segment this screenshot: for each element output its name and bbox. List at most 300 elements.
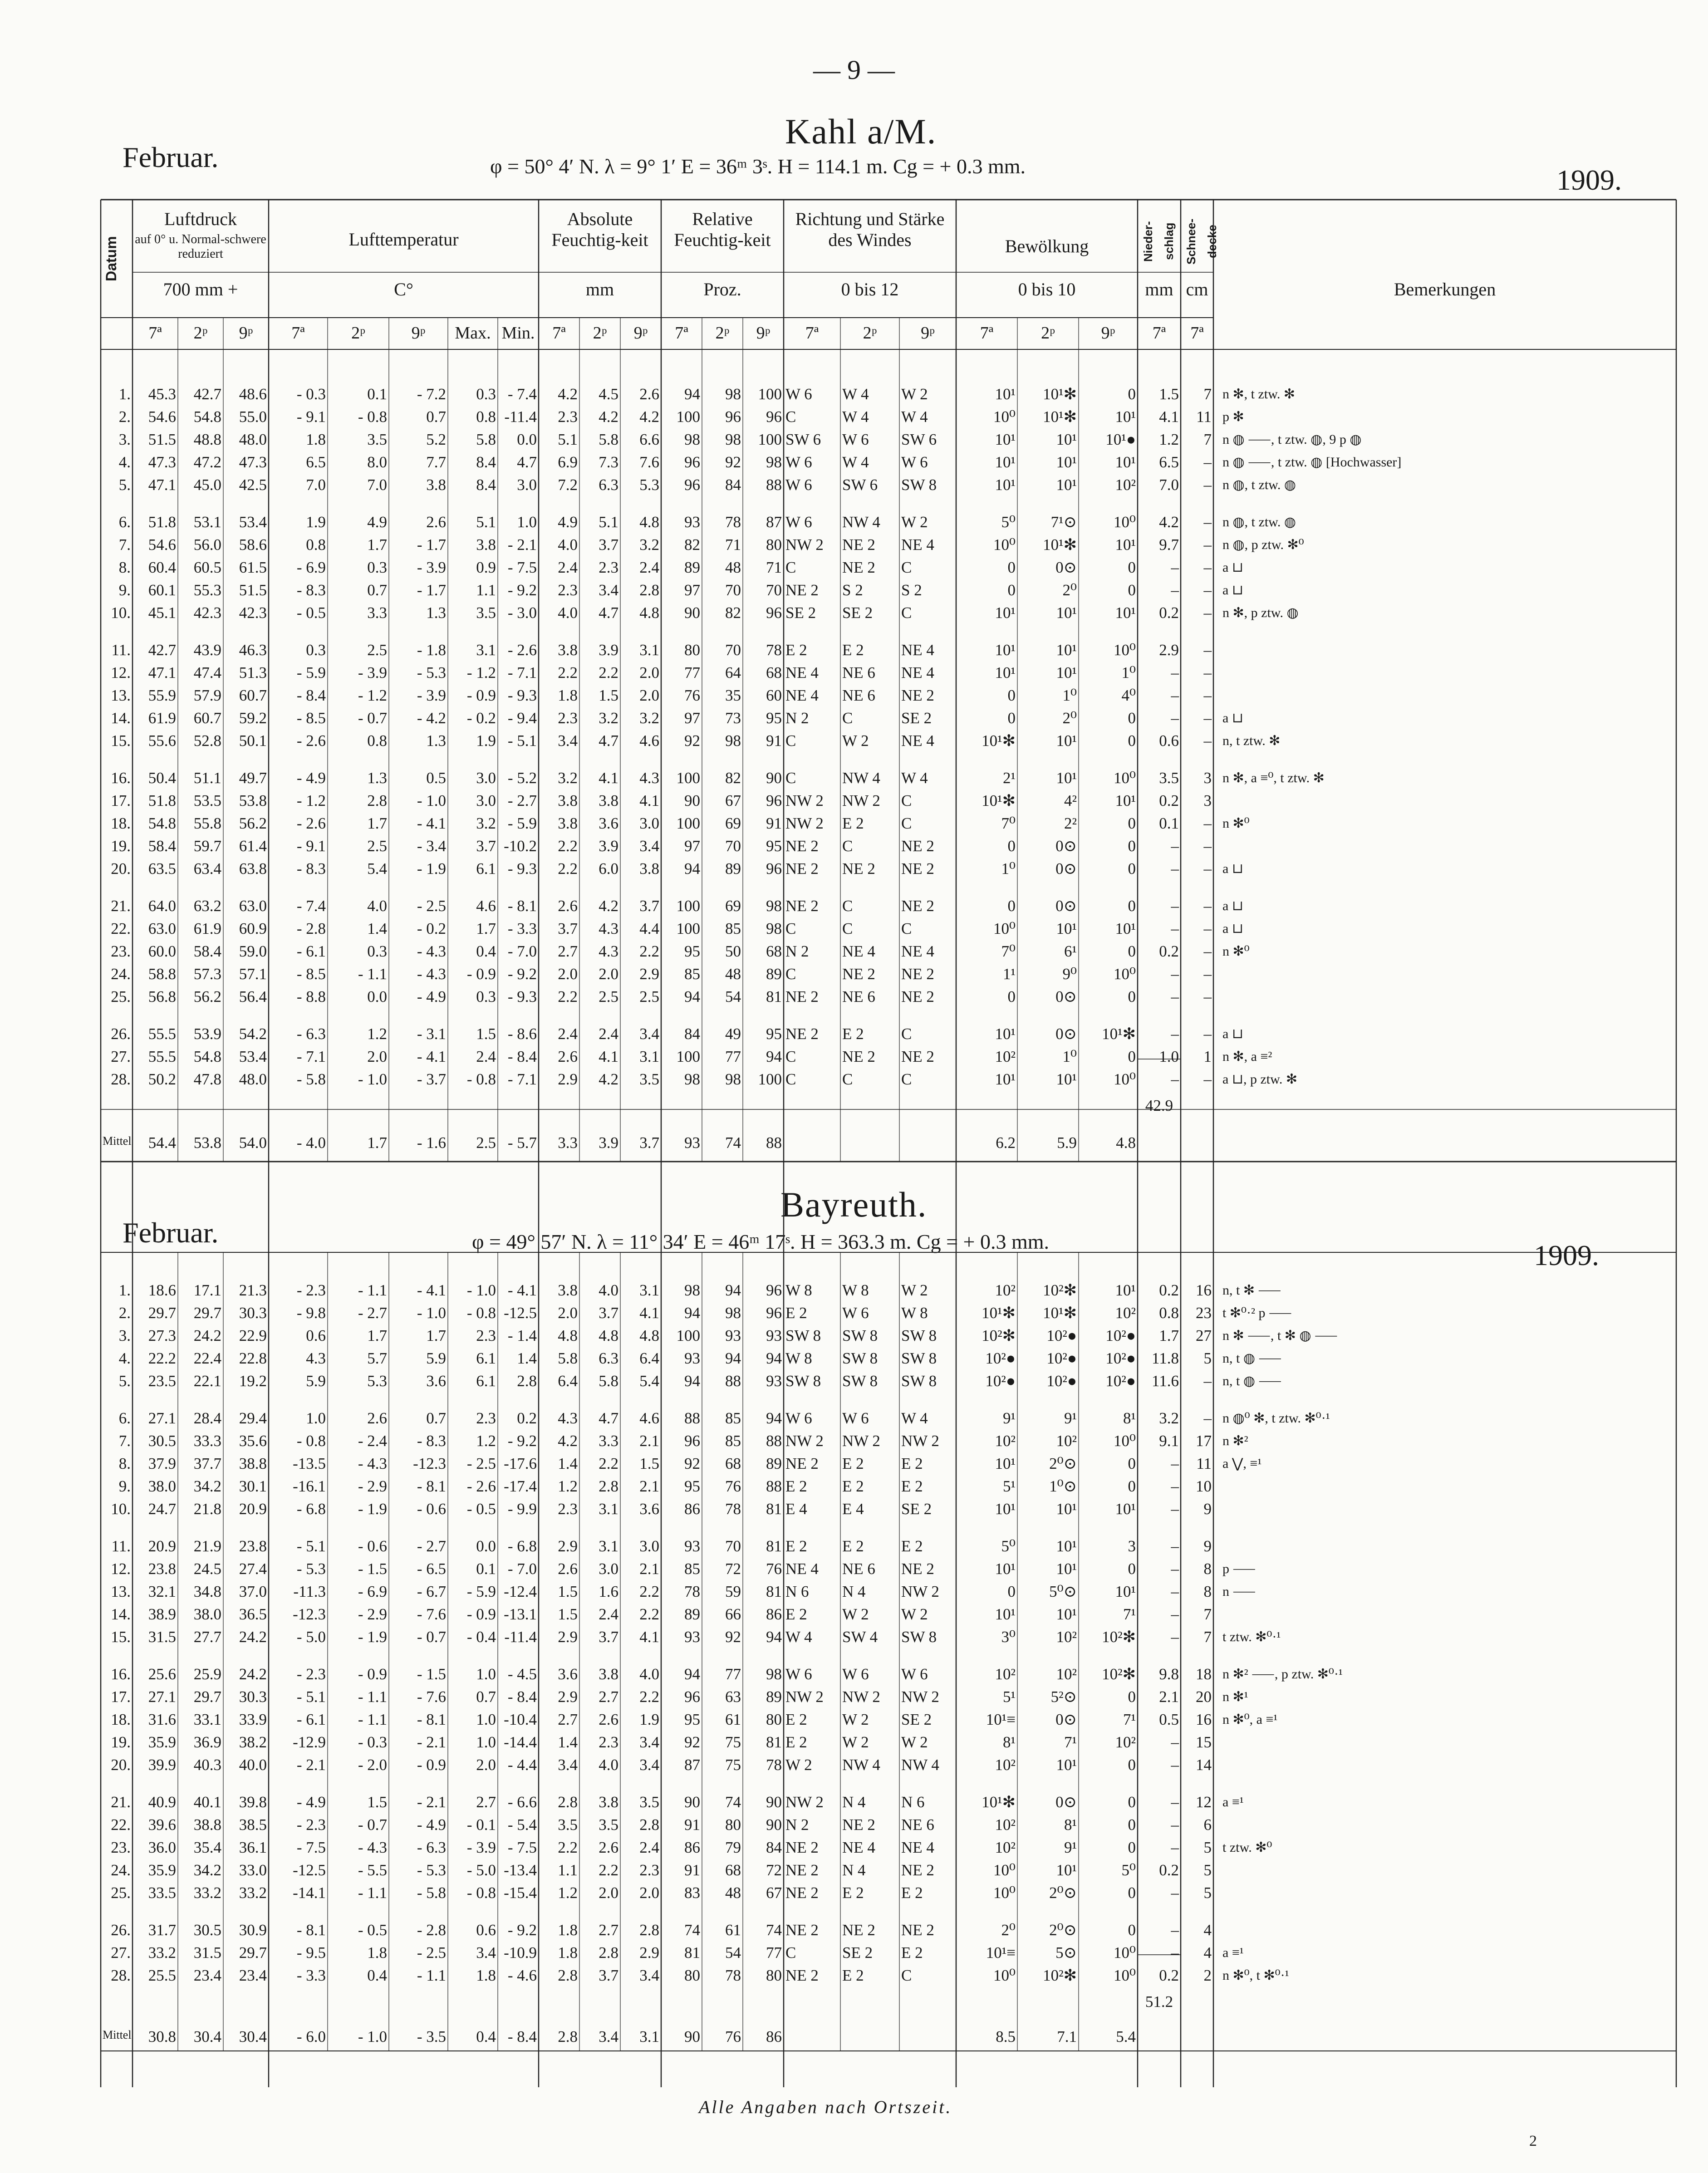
table-cell: 1⁰ <box>1001 860 1016 878</box>
table-cell: 77 <box>684 664 700 682</box>
header-luftdruck-unit: 700 mm + <box>163 279 238 299</box>
row-remark: a ⊔ <box>1222 711 1243 726</box>
table-cell: - 7.5 <box>507 1839 537 1856</box>
table-cell: 7 <box>1203 1628 1212 1646</box>
table-cell: 10¹ <box>995 1605 1016 1623</box>
table-cell: 10¹✻ <box>1043 536 1077 554</box>
table-cell: - 2.9 <box>358 1605 387 1623</box>
table-cell: 1.4 <box>558 1733 578 1751</box>
table-cell: 28.4 <box>193 1409 221 1427</box>
table-cell: 2.2 <box>558 860 578 878</box>
table-cell: 4.7 <box>517 453 537 471</box>
row-date: 21. <box>111 897 131 915</box>
table-cell: 2.2 <box>639 1688 659 1706</box>
mean-cell: 30.8 <box>148 2028 176 2045</box>
table-cell: 3.8 <box>599 1793 618 1811</box>
table-cell: NW 2 <box>785 536 824 554</box>
table-cell: 94 <box>684 988 700 1006</box>
year-label-kahl: 1909. <box>1556 164 1622 196</box>
table-cell: 2.0 <box>558 1304 578 1322</box>
table-cell: W 2 <box>901 513 928 531</box>
table-cell: - 6.7 <box>417 1583 446 1600</box>
table-cell: 0⊙ <box>1055 860 1077 878</box>
table-cell: NE 2 <box>901 965 934 983</box>
table-cell: 21.8 <box>193 1500 221 1518</box>
table-cell: - 7.2 <box>417 385 446 403</box>
table-cell: - 0.9 <box>358 1665 387 1683</box>
mean-cell: 7.1 <box>1057 2028 1077 2045</box>
table-cell: 5.3 <box>367 1372 387 1390</box>
row-remark: a ⋁, ≡¹ <box>1222 1456 1262 1471</box>
table-cell: 10¹ <box>995 1500 1016 1518</box>
table-cell: NW 2 <box>842 1432 880 1450</box>
table-cell: W 6 <box>785 1665 812 1683</box>
table-cell: 3.8 <box>558 792 578 809</box>
table-cell: SW 8 <box>901 1349 937 1367</box>
table-cell: 2.7 <box>558 1711 578 1728</box>
table-cell: – <box>1171 1921 1179 1939</box>
table-cell: - 0.4 <box>466 1628 496 1646</box>
table-cell: 10¹ <box>1056 476 1077 494</box>
table-cell: 55.5 <box>148 1048 176 1065</box>
table-cell: 2⁰⊙ <box>1049 1455 1077 1472</box>
table-cell: N 2 <box>785 942 809 960</box>
table-cell: 0 <box>1128 709 1136 727</box>
table-cell: 98 <box>766 920 782 937</box>
table-cell: 37.7 <box>193 1455 221 1472</box>
table-cell: - 5.8 <box>417 1884 446 1902</box>
row-date: 16. <box>111 1665 131 1683</box>
table-cell: 27.3 <box>148 1327 176 1344</box>
table-cell: 7.0 <box>1159 476 1179 494</box>
table-cell: 10²● <box>1046 1372 1077 1390</box>
table-cell: 100 <box>676 769 700 787</box>
table-cell: 3⁰ <box>1001 1628 1016 1646</box>
table-cell: NE 2 <box>842 1921 875 1939</box>
table-cell: 53.1 <box>193 513 221 531</box>
table-cell: 2.6 <box>558 1560 578 1578</box>
table-cell: 3.9 <box>599 837 618 855</box>
table-cell: W 2 <box>842 732 869 750</box>
table-cell: 10 <box>1196 1477 1212 1495</box>
table-cell: C <box>785 1048 796 1065</box>
row-remark: t ztw. ✻⁰·¹ <box>1222 1629 1281 1644</box>
table-cell: 10²● <box>1105 1372 1136 1390</box>
table-cell: -12.3 <box>293 1605 326 1623</box>
table-cell: 10⁰ <box>993 408 1016 426</box>
row-remark: n ✻ ⸺, t ✻ ◍ ⸺ <box>1222 1328 1338 1343</box>
table-cell: 4.2 <box>558 385 578 403</box>
table-cell: 4.1 <box>639 1304 659 1322</box>
table-cell: E 2 <box>842 641 864 659</box>
table-cell: 27.4 <box>239 1560 267 1578</box>
table-cell: – <box>1203 604 1212 622</box>
table-cell: 95 <box>766 709 782 727</box>
table-cell: 82 <box>725 604 741 622</box>
table-cell: 3.1 <box>476 641 496 659</box>
table-cell: W 6 <box>901 453 928 471</box>
table-cell: 2.9 <box>558 1537 578 1555</box>
table-cell: 0 <box>1128 1455 1136 1472</box>
table-cell: - 5.2 <box>507 769 537 787</box>
table-cell: 56.4 <box>239 988 267 1006</box>
table-cell: - 8.3 <box>296 860 326 878</box>
table-cell: 5.1 <box>476 513 496 531</box>
table-cell: SW 6 <box>901 431 937 448</box>
header-niederschlag: Nieder-schlag <box>1141 221 1176 262</box>
row-date: 17. <box>111 792 131 809</box>
table-cell: 1.7 <box>476 920 496 937</box>
table-cell: – <box>1203 559 1212 576</box>
table-cell: 3.5 <box>599 1816 618 1834</box>
table-cell: NE 4 <box>901 1839 934 1856</box>
row-date: 15. <box>111 1628 131 1646</box>
table-cell: 0.1 <box>1159 814 1179 832</box>
row-date: 18. <box>111 1711 131 1728</box>
table-cell: 22.8 <box>239 1349 267 1367</box>
table-cell: - 0.8 <box>358 408 387 426</box>
table-cell: 27.7 <box>193 1628 221 1646</box>
table-cell: - 1.9 <box>358 1628 387 1646</box>
row-remark: n ◍, t ztw. ◍ <box>1222 477 1296 492</box>
table-cell: 0.3 <box>367 559 387 576</box>
table-cell: 38.8 <box>239 1455 267 1472</box>
table-cell: 3.4 <box>476 1944 496 1962</box>
table-cell: SE 2 <box>901 1711 932 1728</box>
table-cell: 4.3 <box>306 1349 326 1367</box>
table-cell: NE 2 <box>842 559 875 576</box>
table-cell: 8 <box>1203 1560 1212 1578</box>
table-cell: – <box>1171 1477 1179 1495</box>
table-cell: - 4.5 <box>507 1665 537 1683</box>
table-cell: 29.4 <box>239 1409 267 1427</box>
table-cell: 10²● <box>1105 1349 1136 1367</box>
table-cell: 0.8 <box>1159 1304 1179 1322</box>
table-cell: 84 <box>684 1025 700 1043</box>
table-cell: 38.2 <box>239 1733 267 1751</box>
table-cell: 94 <box>725 1281 741 1299</box>
row-remark: n, t ztw. ✻ <box>1222 733 1281 748</box>
table-cell: 0.2 <box>1159 1861 1179 1879</box>
table-cell: 78 <box>766 1756 782 1774</box>
row-date: 1. <box>118 385 131 403</box>
table-cell: -12.5 <box>293 1861 326 1879</box>
table-cell: 66 <box>725 1605 741 1623</box>
row-date: 14. <box>111 709 131 727</box>
table-cell: 80 <box>684 641 700 659</box>
table-cell: 7 <box>1203 385 1212 403</box>
table-cell: 10²● <box>1105 1327 1136 1344</box>
mean-cell: 88 <box>766 1134 782 1152</box>
table-cell: 94 <box>684 1372 700 1390</box>
table-cell: 52.8 <box>193 732 221 750</box>
table-cell: 1.4 <box>367 920 387 937</box>
table-cell: W 4 <box>901 1409 928 1427</box>
table-cell: 2⁰⊙ <box>1049 1921 1077 1939</box>
table-cell: 2.9 <box>639 965 659 983</box>
table-cell: 3.0 <box>476 792 496 809</box>
table-cell: - 8.1 <box>417 1711 446 1728</box>
table-cell: 4.6 <box>476 897 496 915</box>
table-cell: 34.2 <box>193 1477 221 1495</box>
table-cell: - 6.6 <box>507 1793 537 1811</box>
table-cell: 3.8 <box>639 860 659 878</box>
table-cell: 1.4 <box>517 1349 537 1367</box>
table-cell: 54.8 <box>193 408 221 426</box>
mean-cell: - 1.6 <box>417 1134 446 1152</box>
table-cell: 1.7 <box>367 1327 387 1344</box>
table-cell: 38.8 <box>193 1816 221 1834</box>
table-cell: 37.0 <box>239 1583 267 1600</box>
table-cell: 1.5 <box>367 1793 387 1811</box>
table-cell: 10² <box>995 1048 1016 1065</box>
table-cell: C <box>842 920 853 937</box>
table-cell: 7¹ <box>1123 1711 1136 1728</box>
table-cell: 5.8 <box>599 1372 618 1390</box>
table-cell: 0.2 <box>1159 1967 1179 1984</box>
table-cell: - 1.1 <box>358 1281 387 1299</box>
table-cell: 27.1 <box>148 1409 176 1427</box>
table-cell: - 7.5 <box>296 1839 326 1856</box>
table-cell: 47.4 <box>193 664 221 682</box>
table-cell: 1⁰⊙ <box>1049 1477 1077 1495</box>
table-cell: 81 <box>684 1944 700 1962</box>
row-date: 28. <box>111 1967 131 1984</box>
table-cell: 6.1 <box>476 1372 496 1390</box>
table-cell: - 2.3 <box>296 1281 326 1299</box>
table-cell: 10² <box>995 1432 1016 1450</box>
table-cell: -13.4 <box>504 1861 537 1879</box>
table-cell: 4.8 <box>639 1327 659 1344</box>
mean-cell: - 4.0 <box>296 1134 326 1152</box>
table-cell: C <box>785 732 796 750</box>
table-cell: SW 8 <box>842 1372 878 1390</box>
row-remark: n ✻⁰, a ≡¹ <box>1222 1712 1278 1727</box>
table-cell: 55.8 <box>193 814 221 832</box>
row-remark: n ✻⁰, t ✻⁰·¹ <box>1222 1968 1289 1983</box>
table-cell: 86 <box>684 1500 700 1518</box>
table-cell: 90 <box>684 1793 700 1811</box>
table-cell: - 2.7 <box>358 1304 387 1322</box>
table-cell: NE 4 <box>842 1839 875 1856</box>
row-date: 12. <box>111 664 131 682</box>
table-cell: 10¹ <box>1115 408 1136 426</box>
table-cell: 61.4 <box>239 837 267 855</box>
table-cell: E 2 <box>901 1944 923 1962</box>
table-cell: 5⁰ <box>1001 1537 1016 1555</box>
table-cell: C <box>842 837 853 855</box>
table-cell: 85 <box>684 1560 700 1578</box>
table-cell: 0.8 <box>367 732 387 750</box>
table-cell: 1.8 <box>558 1944 578 1962</box>
table-cell: 80 <box>684 1967 700 1984</box>
table-cell: – <box>1171 860 1179 878</box>
table-cell: 93 <box>684 513 700 531</box>
table-cell: 5.8 <box>558 1349 578 1367</box>
table-cell: S 2 <box>842 581 863 599</box>
table-cell: 19.2 <box>239 1372 267 1390</box>
table-cell: 46.3 <box>239 641 267 659</box>
table-cell: – <box>1203 664 1212 682</box>
table-cell: 10¹ <box>1115 920 1136 937</box>
table-cell: 10¹ <box>995 1560 1016 1578</box>
table-cell: NW 2 <box>785 814 824 832</box>
table-cell: - 5.0 <box>466 1861 496 1879</box>
table-cell: 68 <box>725 1861 741 1879</box>
table-cell: 48 <box>725 559 741 576</box>
table-cell: E 2 <box>785 1605 807 1623</box>
table-cell: 5²⊙ <box>1050 1688 1077 1706</box>
table-cell: 33.9 <box>239 1711 267 1728</box>
row-date: 4. <box>118 453 131 471</box>
table-cell: C <box>785 408 796 426</box>
table-cell: - 8.1 <box>296 1921 326 1939</box>
table-cell: - 7.4 <box>296 897 326 915</box>
table-cell: 37.9 <box>148 1455 176 1472</box>
table-cell: 4.0 <box>558 604 578 622</box>
table-cell: 0 <box>1128 559 1136 576</box>
table-cell: – <box>1203 814 1212 832</box>
table-cell: 0.3 <box>306 641 326 659</box>
table-cell: 30.5 <box>148 1432 176 1450</box>
table-cell: 1.5 <box>558 1605 578 1623</box>
table-cell: 4.6 <box>639 1409 659 1427</box>
table-cell: N 4 <box>842 1793 866 1811</box>
table-cell: 59.2 <box>239 709 267 727</box>
table-cell: E 2 <box>785 1711 807 1728</box>
table-cell: 3.5 <box>1159 769 1179 787</box>
table-cell: 0.7 <box>367 581 387 599</box>
table-cell: - 1.1 <box>358 1711 387 1728</box>
table-cell: 9¹ <box>1003 1409 1016 1427</box>
table-cell: 25.6 <box>148 1665 176 1683</box>
table-cell: 0 <box>1128 1816 1136 1834</box>
table-cell: 47.1 <box>148 664 176 682</box>
table-cell: 57.1 <box>239 965 267 983</box>
table-cell: 9.8 <box>1159 1665 1179 1683</box>
table-cell: E 2 <box>842 1477 864 1495</box>
table-cell: -17.4 <box>504 1477 537 1495</box>
table-cell: 0.0 <box>367 988 387 1006</box>
table-cell: 2.2 <box>558 1839 578 1856</box>
table-cell: S 2 <box>901 581 922 599</box>
row-remark: n ✻, a ≡² <box>1222 1049 1272 1064</box>
table-cell: 48.6 <box>239 385 267 403</box>
table-cell: - 2.8 <box>296 920 326 937</box>
row-remark: t ✻⁰·² p ⸺ <box>1222 1305 1292 1320</box>
table-cell: 2.9 <box>558 1628 578 1646</box>
table-cell: 92 <box>725 453 741 471</box>
row-remark: n, t ◍ ⸺ <box>1222 1351 1282 1366</box>
table-cell: – <box>1203 513 1212 531</box>
table-cell: 10¹ <box>1056 1605 1077 1623</box>
table-cell: NW 2 <box>842 792 880 809</box>
table-cell: 53.9 <box>193 1025 221 1043</box>
table-cell: 2⁰⊙ <box>1049 1884 1077 1902</box>
table-cell: 29.7 <box>239 1944 267 1962</box>
table-cell: 91 <box>766 732 782 750</box>
table-cell: NE 4 <box>842 942 875 960</box>
table-cell: 93 <box>684 1628 700 1646</box>
table-cell: SW 8 <box>901 1372 937 1390</box>
table-cell: 45.1 <box>148 604 176 622</box>
row-date: 21. <box>111 1793 131 1811</box>
table-cell: - 3.9 <box>417 687 446 704</box>
table-cell: 2.9 <box>1159 641 1179 659</box>
table-cell: 2.8 <box>639 1921 659 1939</box>
row-date: 24. <box>111 965 131 983</box>
table-cell: 100 <box>758 431 782 448</box>
table-cell: 10¹ <box>1056 1070 1077 1088</box>
table-cell: – <box>1171 559 1179 576</box>
table-cell: 3.0 <box>639 814 659 832</box>
table-cell: 6.5 <box>306 453 326 471</box>
sub-header-12: 7ª <box>675 324 688 343</box>
table-cell: 10⁰ <box>1113 965 1136 983</box>
table-cell: 2.0 <box>558 965 578 983</box>
row-date: 12. <box>111 1560 131 1578</box>
table-cell: 8¹ <box>1003 1733 1016 1751</box>
table-cell: 5.7 <box>367 1349 387 1367</box>
table-cell: 54.6 <box>148 408 176 426</box>
table-cell: - 0.8 <box>466 1070 496 1088</box>
row-date: 6. <box>118 513 131 531</box>
table-cell: 4.5 <box>599 385 618 403</box>
table-cell: 0.2 <box>1159 604 1179 622</box>
table-cell: - 5.8 <box>296 1070 326 1088</box>
table-cell: C <box>785 559 796 576</box>
table-cell: 95 <box>684 942 700 960</box>
table-cell: – <box>1171 1500 1179 1518</box>
table-cell: 55.6 <box>148 732 176 750</box>
table-cell: W 6 <box>901 1665 928 1683</box>
table-cell: E 2 <box>842 1967 864 1984</box>
table-cell: 10² <box>1056 1628 1077 1646</box>
table-cell: 4 <box>1203 1944 1212 1962</box>
table-cell: -10.2 <box>504 837 537 855</box>
table-cell: 78 <box>725 1967 741 1984</box>
table-cell: 89 <box>766 965 782 983</box>
table-cell: 24.5 <box>193 1560 221 1578</box>
table-cell: – <box>1171 965 1179 983</box>
table-cell: - 4.3 <box>358 1455 387 1472</box>
table-cell: 78 <box>684 1583 700 1600</box>
header-schneedecke-unit: cm <box>1186 279 1208 299</box>
table-cell: - 2.7 <box>417 1537 446 1555</box>
table-cell: 4.2 <box>599 1070 618 1088</box>
table-cell: 3.2 <box>1159 1409 1179 1427</box>
table-cell: 90 <box>766 769 782 787</box>
table-cell: 98 <box>766 1665 782 1683</box>
table-cell: 8.4 <box>476 453 496 471</box>
table-cell: – <box>1171 1537 1179 1555</box>
table-cell: 0 <box>1128 837 1136 855</box>
table-cell: 34.8 <box>193 1583 221 1600</box>
table-cell: 85 <box>725 920 741 937</box>
table-cell: 0 <box>1007 559 1016 576</box>
table-cell: 3.7 <box>599 1304 618 1322</box>
table-cell: - 1.0 <box>466 1281 496 1299</box>
table-cell: 10¹ <box>1115 792 1136 809</box>
table-cell: 5.8 <box>599 431 618 448</box>
table-cell: 0.1 <box>367 385 387 403</box>
table-cell: 58.4 <box>193 942 221 960</box>
table-cell: - 6.8 <box>507 1537 537 1555</box>
table-cell: 95 <box>766 1025 782 1043</box>
table-cell: 29.7 <box>193 1304 221 1322</box>
table-cell: 2.5 <box>367 641 387 659</box>
table-cell: 22.1 <box>193 1372 221 1390</box>
